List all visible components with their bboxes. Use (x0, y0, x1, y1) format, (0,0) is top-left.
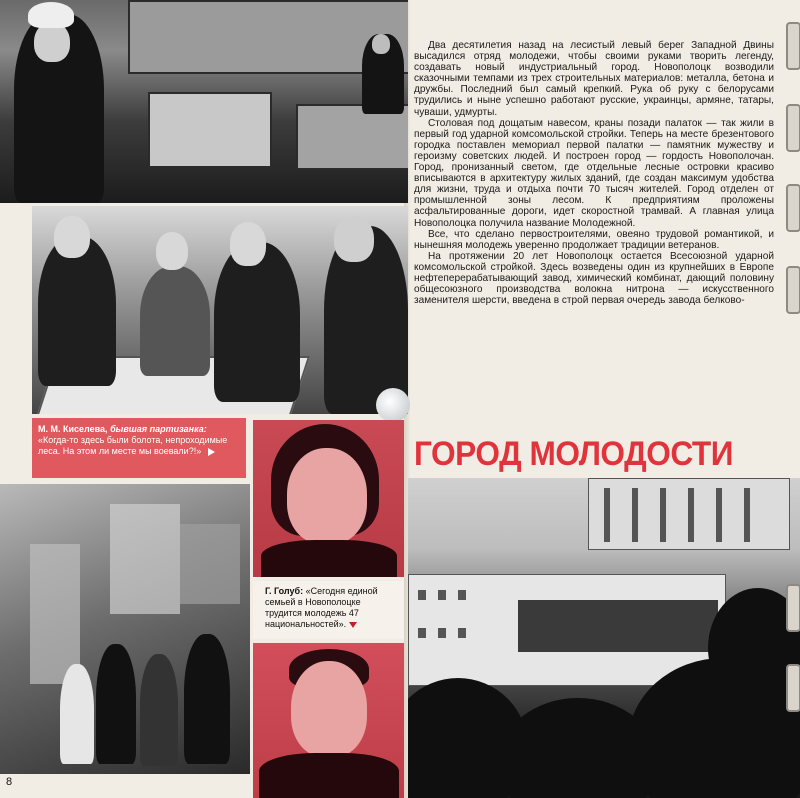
meeting-photo (32, 206, 408, 414)
binder-ring (786, 104, 800, 152)
pointer-arrow-icon (349, 622, 357, 628)
binder-ring (786, 22, 800, 70)
binder-ring (786, 584, 800, 632)
control-room-photo (0, 0, 408, 203)
binder-hole (376, 388, 410, 422)
golub-portrait-photo (253, 420, 404, 577)
pointer-arrow-icon (208, 448, 215, 456)
caption-name: М. М. Киселева, (38, 424, 108, 434)
kiseleva-caption (32, 418, 246, 478)
caption-role: бывшая партизанка: (110, 424, 207, 434)
article-paragraph: На протяжении 20 лет Новополоцк остается Всесоюзной ударной комсомольской стройкой. Здесь возведены один из крупнейших в Европе нефтеперерабатывающий завод, химический комбинат, дающий половину общесоюзного производства волокна нитрона — искусственного заменителя шерсти, введена в строй первая очередь завода белково- (414, 250, 774, 307)
headline: ГОРОД МОЛОДОСТИ (414, 435, 734, 473)
binder-ring (786, 664, 800, 712)
article-body (414, 40, 774, 416)
caption-quote: «Когда-то здесь были болота, непроходимые леса. На этом ли месте мы воевали?!» (38, 435, 228, 456)
article-paragraph: Все, что сделано первостроителями, овеяно трудовой романтикой, и нынешняя молодежь уверенно продолжает традиции ветеранов. (414, 228, 774, 251)
page-number: 8 (6, 776, 13, 788)
man-portrait-photo (253, 643, 404, 798)
article-paragraph: Столовая под дощатым навесом, краны позади палаток — так жили в первый год ударной комсомольской стройки. Теперь на месте брезентового городка поставлен мемориал первой палатки — памятник мужеству и героизму советских людей. И построен город — гордость Новополочан. Город, пронизанный светом, где отдельные лесные островки красиво вписываются в архитектуру жилых зданий, где создан максимум удобства для жизни, труда и отдыха почти 70 тысяч жителей. Город отделен от промышленной зоны лесом. К предприятиям проложены асфальтированные дороги, идет скоростной трамвай. А главная улица Новополоцка получила название Молодежной. (414, 117, 774, 229)
caption-quote: «Сегодня единой семьей в Новополоцке трудится молодежь 47 национальностей». (265, 586, 378, 629)
article-paragraph: Два десятилетия назад на лесистый левый берег Западной Двины высадился отряд молодежи, чтобы своими руками творить легенду, создавать новый индустриальный город. Новополоцк возводили сказочными темпами из трех строительных материалов: металла, бетона и дружбы. Последний был самый крепкий. Рука об руку с белорусами трудились и ныне успешно работают русские, украинцы, армяне, татары, чуваши, удмурты. (414, 40, 774, 118)
binder-ring (786, 184, 800, 232)
city-photo (408, 478, 800, 798)
caption-name: Г. Голуб: (265, 586, 304, 596)
binder-ring (786, 266, 800, 314)
mural-photo (0, 484, 250, 774)
golub-caption (253, 581, 404, 639)
